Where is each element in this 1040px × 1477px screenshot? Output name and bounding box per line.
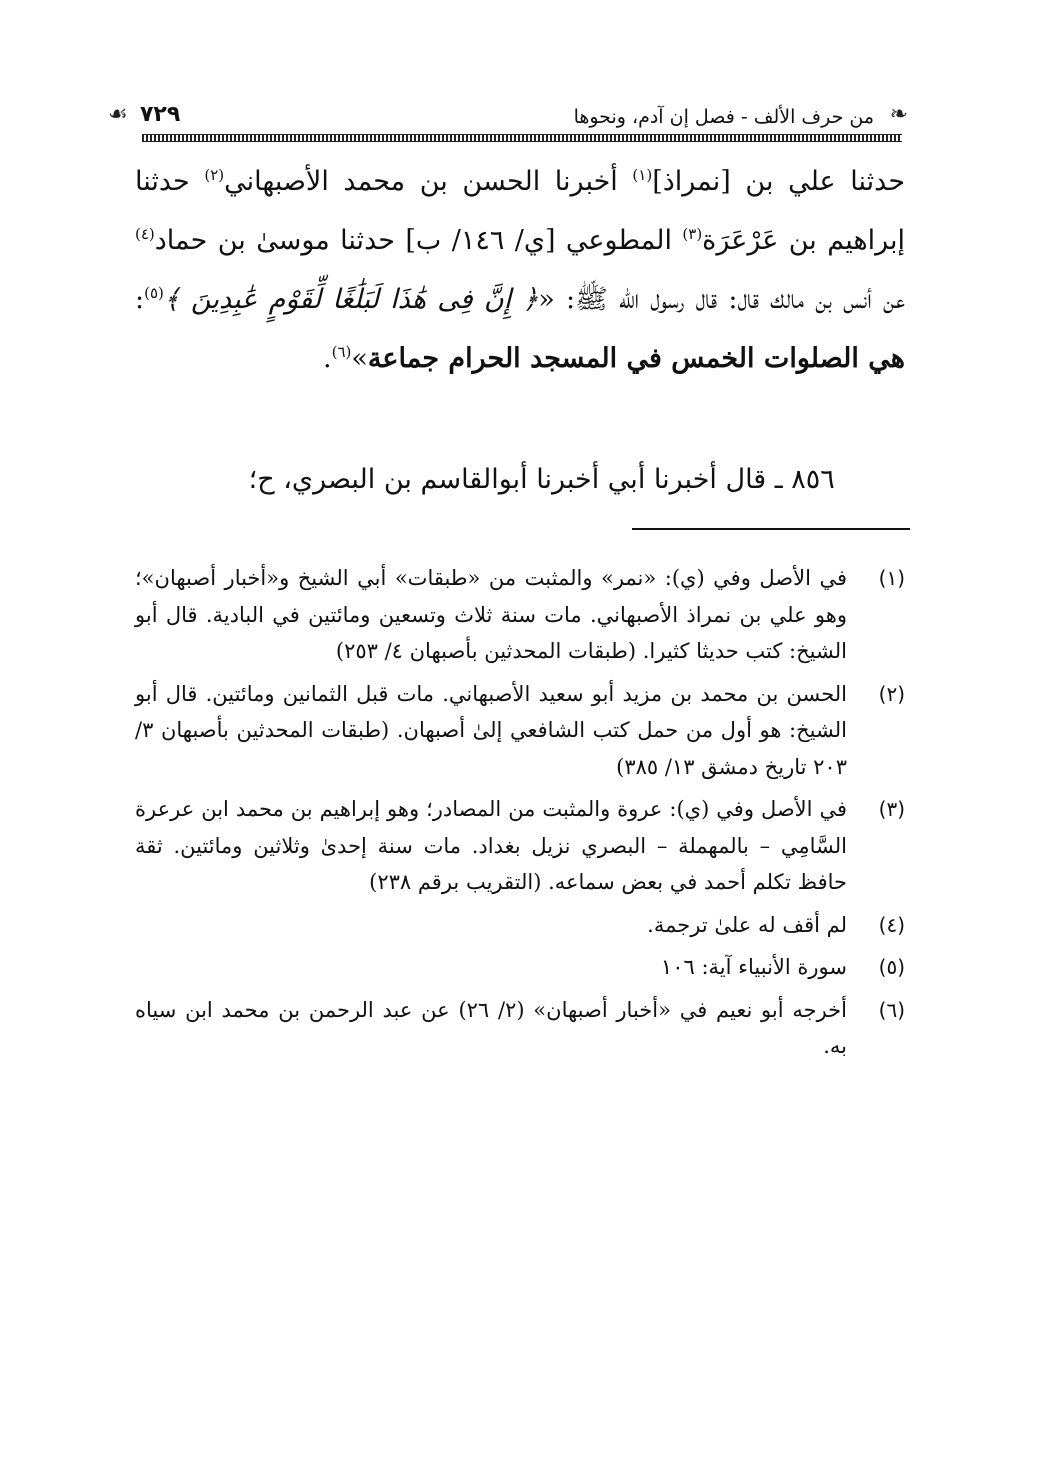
footnote-ref[interactable]: (٥) bbox=[144, 284, 164, 302]
footnote-ref[interactable]: (٢) bbox=[204, 166, 225, 184]
footnote-number: (٤) bbox=[878, 912, 905, 937]
footnote-ref[interactable]: (١) bbox=[632, 166, 653, 184]
footnote-text: الحسن بن محمد بن مزيد أبو سعيد الأصبهاني. مات قبل الثمانين ومائتين. قال أبو الشيخ: هو أول من حمل كتب الشافعي إلىٰ أصبهان. (طبقات المحدثين بأصبهان ٣/ ٢٠٣ تاريخ دمشق ١٣/ ٣٨٥) bbox=[135, 681, 847, 779]
footnote-text: أخرجه أبو نعيم في «أخبار أصبهان» (٢/ ٢٦) عن عبد الرحمن بن محمد ابن سياه به. bbox=[135, 997, 847, 1058]
header-title: من حرف الألف - فصل إن آدم، ونحوها bbox=[573, 106, 874, 128]
footnotes bbox=[135, 560, 905, 1071]
hadith-paragraph: حدثنا علي بن [نمراذ]$^{(١)}$ أخبرنا الحسن بن محمد الأصبهاني$^{(٢)}$ حدثنا إبراهيم بن عَرْعَرَة$^{(٣)}$ المطوعي [ي/ ١٤٦/ ب] حدثنا موسىٰ بن حماد$^{(٤)}$ عن أنس بن مالك قال: قال رسول الله ﷺ: «﴿ إِنَّ فِى هَٰذَا لَبَلَٰغًا لِّقَوْمٍ عَٰبِدِينَ ﴾$^{(٥)}$: هي الصلوات الخمس في المسجد الحرام جماعة»$^{(٦)}$. bbox=[135, 166, 906, 374]
footnote-ref[interactable]: (٦) bbox=[331, 343, 352, 361]
main-text bbox=[135, 152, 905, 388]
footnote-number: (١) bbox=[878, 566, 905, 590]
footnote-text: لم أقف له علىٰ ترجمة. bbox=[647, 912, 847, 937]
page-number: ٧٢٩ bbox=[140, 102, 181, 127]
footnote-item bbox=[135, 992, 905, 1065]
footnote-text: في الأصل وفي (ي): «نمر» والمثبت من «طبقات» أبي الشيخ و«أخبار أصبهان»؛ وهو علي بن نمراذ الأصبهاني. مات سنة ثلاث وتسعين ومائتين في البادية. قال أبو الشيخ: كتب حديثا كثيرا. (طبقات المحدثين بأصبهان ٤/ ٢٥٣) bbox=[135, 566, 847, 663]
footnote-number: (٣) bbox=[878, 797, 905, 821]
footnote-ref[interactable]: (٤) bbox=[135, 225, 155, 243]
header-ornament-icon: ☙ bbox=[108, 102, 128, 127]
footnote-item bbox=[135, 791, 905, 901]
footnote-number: (٥) bbox=[878, 955, 905, 979]
footnote-item bbox=[135, 949, 905, 986]
footnote-item bbox=[135, 676, 905, 786]
footnote-number: (٦) bbox=[878, 997, 905, 1022]
footnote-number: (٢) bbox=[878, 681, 905, 706]
footnote-separator bbox=[632, 528, 910, 530]
bold-statement: هي الصلوات الخمس في المسجد الحرام جماعة bbox=[367, 343, 905, 374]
hadith-856-intro: ٨٥٦ ـ قال أخبرنا أبي أخبرنا أبوالقاسم بن البصري، ح؛ bbox=[248, 464, 835, 495]
header-rule bbox=[142, 134, 902, 142]
footnote-text: سورة الأنبياء آية: ١٠٦ bbox=[660, 955, 847, 979]
quran-verse: ﴿ إِنَّ فِى هَٰذَا لَبَلَٰغًا لِّقَوْمٍ عَٰبِدِينَ ﴾ bbox=[163, 284, 539, 315]
header-ornament-icon: ❧ bbox=[889, 102, 908, 127]
footnote-item bbox=[135, 560, 905, 670]
footnote-item bbox=[135, 907, 905, 944]
footnote-ref[interactable]: (٣) bbox=[682, 225, 703, 243]
running-header bbox=[108, 100, 910, 140]
footnote-text: في الأصل وفي (ي): عروة والمثبت من المصادر؛ وهو إبراهيم بن محمد ابن عرعرة السَّامِي – بالمهملة – البصري نزيل بغداد. مات سنة إحدىٰ وثلاثين ومائتين. ثقة حافظ تكلم أحمد في بعض سماعه. (التقريب برقم ٢٣٨) bbox=[135, 797, 847, 894]
